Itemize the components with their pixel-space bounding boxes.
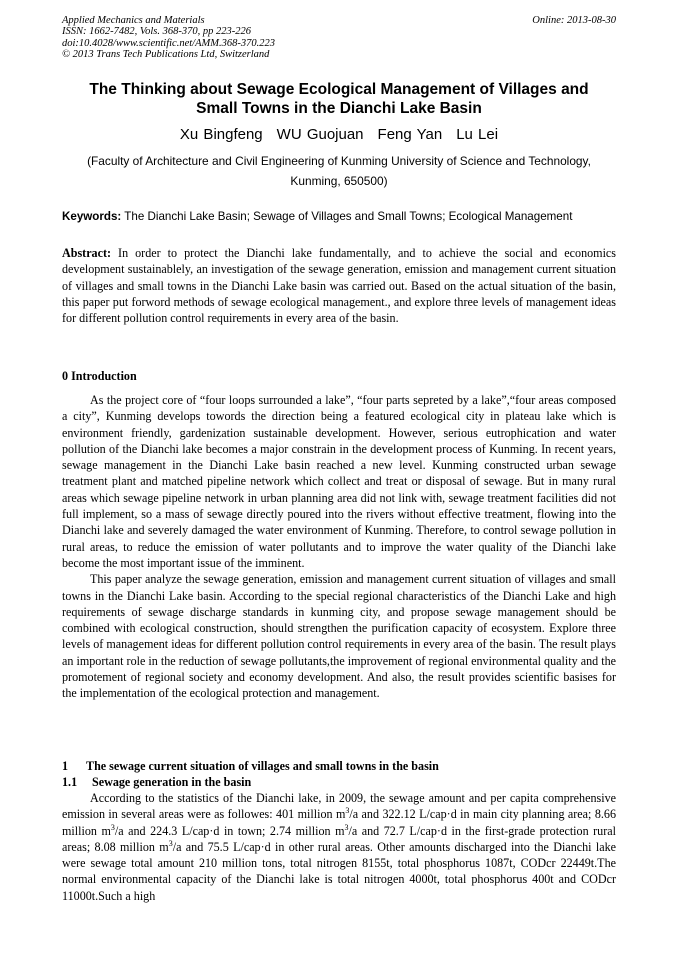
intro-heading: 0 Introduction — [62, 369, 137, 383]
journal-copyright: © 2013 Trans Tech Publications Ltd, Switzerland — [62, 48, 270, 60]
author-name: Xu Bingfeng — [179, 126, 263, 143]
superscript: 3 — [344, 822, 349, 832]
subsection-title: Sewage generation in the basin — [92, 775, 252, 789]
intro-body — [62, 392, 616, 702]
text-run: /a and 322.12 L/cap·d in main city planning area; 8.66 million m — [62, 807, 616, 838]
title-line-2: Small Towns in the Dianchi Lake Basin — [196, 100, 482, 117]
paper-title — [62, 80, 616, 118]
text-run: /a and 224.3 L/cap·d in town; 2.74 million m — [114, 823, 345, 838]
section-1-1-heading — [62, 774, 251, 790]
keywords-text: The Dianchi Lake Basin; Sewage of Villages and Small Towns; Ecological Management — [121, 210, 573, 223]
keywords — [62, 209, 622, 225]
author-name: Lu Lei — [456, 126, 499, 143]
text-run: /a and 75.5 L/cap·d in other rural areas. Other amounts discharged into the Dianchi lake were sewage total amount 210 million tons, total nitrogen 8155t, total phosphorus 1087t, CODcr 22449t.The normal environmental capacity of the Dianchi lake is total nitrogen 4000t, total phosphorus 400t and CODcr 11000t.Such a high — [62, 839, 616, 903]
text-run: /a and 72.7 L/cap·d in the first-grade protection rural areas; 8.08 million m — [62, 823, 616, 854]
author-name: WU Guojuan — [276, 126, 364, 143]
section-1-1-paragraph — [62, 790, 616, 904]
section-1-1-body — [62, 790, 616, 904]
journal-doi: doi:10.4028/www.scientific.net/AMM.368-370.223 — [62, 37, 275, 49]
superscript: 3 — [168, 838, 173, 848]
intro-paragraph-1: As the project core of “four loops surrounded a lake”, “four parts sepreted by a lake”,“four areas composed a city”, Kunming develops towords the direction being a featured ecological city in plateau lake which is environment friendly, gardenization sustainable development. However, serious eutrophication and water pollution of the Dianchi lake becomes a major constrain in the development process of Kunming. In recent years, sewage management in the Dianchi Lake basin reached a new level. Kunming constructed urban sewage treatment plant and matched pipeline network which collect and treat or disposal of sewage. But in many rural areas which sewage pipeline network in urban planning area did not link with, sewage treatment facilities did not full implement, so a mass of sewage directly poured into the rivers without effective treatment, flowing into the Dianchi lake and severely damaged the water environment of Kunming. Therefore, to control sewage pollution in rural areas, to reduce the emission of water pollutants and to improve the water quality of the Dianchi lake become the most important issue of the imminent. — [62, 393, 616, 570]
section-title: The sewage current situation of villages and small towns in the basin — [86, 759, 439, 773]
author-name: Feng Yan — [377, 126, 443, 143]
superscript: 3 — [110, 822, 115, 832]
title-line-1: The Thinking about Sewage Ecological Management of Villages and — [89, 81, 589, 98]
intro-paragraph-2: This paper analyze the sewage generation, emission and management current situation of villages and small towns in the Dianchi Lake basin. According to the special regional characteristics of the Dianchi Lake and high requirements of sewage discharge standards in kunming city, and propose sewage management should be combined with ecological construction, should strengthen the purification capacity of ecosystem. Explore three levels of management ideas for different pollution control requirements in every area of the basin. The result plays an important role in the reduction of sewage pollutants,the improvement of regional environmental quality and the promotement of regional society and economy development. And also, the result provides scientific basises for the implementation of the ecological protection and management. — [62, 572, 616, 701]
section-number: 1 — [62, 759, 69, 773]
journal-issn: ISSN: 1662-7482, Vols. 368-370, pp 223-226 — [62, 26, 251, 38]
text-run: According to the statistics of the Dianchi lake, in 2009, the sewage amount and per capita comprehensive emission in several areas were as followes: 401 million m — [62, 791, 616, 822]
affiliation: (Faculty of Architecture and Civil Engineering of Kunming University of Science and Technology, Kunming, 650500) — [87, 154, 591, 188]
section-1-heading — [62, 758, 439, 774]
subsection-number: 1.1 — [62, 775, 78, 789]
superscript: 3 — [345, 806, 350, 816]
author-list — [62, 125, 616, 145]
journal-header — [62, 15, 616, 60]
online-date: Online: 2013-08-30 — [532, 15, 616, 26]
abstract — [62, 245, 616, 326]
journal-name: Applied Mechanics and Materials — [62, 15, 205, 26]
abstract-text: In order to protect the Dianchi lake fundamentally, and to achieve the social and economics development sustainablely, an investigation of the sewage generation, emission and management current situation of villages and small towns in the Dianchi Lake basin was carried out. Based on the actual situation of the basin, this paper put forword methods of sewage ecological management., and explore three levels of management ideas for different pollution control requirements in every area of the basin. — [62, 246, 616, 326]
keywords-label: Keywords: — [62, 210, 122, 223]
abstract-label: Abstract: — [62, 246, 112, 260]
abstract-paragraph — [62, 245, 616, 326]
